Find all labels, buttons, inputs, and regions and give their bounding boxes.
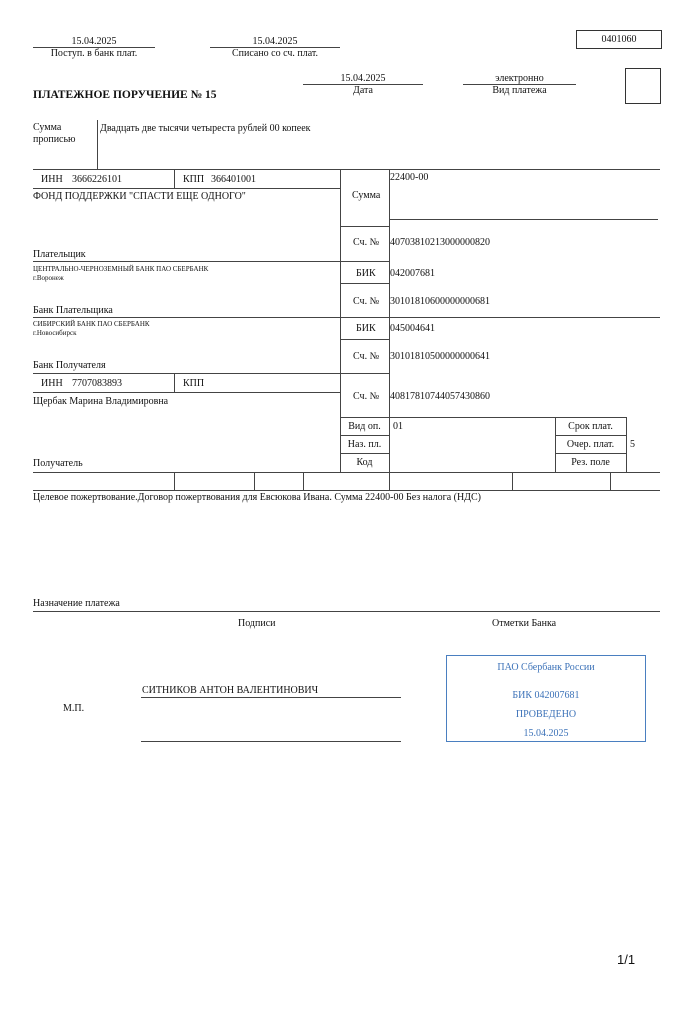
purpose-code-label: Наз. пл. [347,439,382,450]
stamp-date: 15.04.2025 [523,728,569,739]
divider [254,472,255,490]
payee-name: Щербак Марина Владимировна [33,396,169,407]
payer-kpp: 366401001 [211,174,256,185]
signatures-label: Подписи [238,618,276,629]
payee-bik: 045004641 [390,323,435,334]
divider [610,472,611,490]
payment-kind-label: Вид платежа [492,85,547,96]
divider [174,169,175,188]
divider [33,472,660,473]
page-title: ПЛАТЕЖНОЕ ПОРУЧЕНИЕ № 15 [33,89,217,101]
divider [340,417,627,418]
bank-marks-label: Отметки Банка [492,618,557,629]
payee-bank-city: г.Новосибирск [33,329,77,337]
amount-words: Двадцать две тысячи четыреста рублей 00 копеек [100,123,311,134]
received-label: Поступ. в банк плат. [50,48,138,59]
divider [512,472,513,490]
payee-label: Получатель [33,458,83,469]
payer-inn-label: ИНН [41,174,63,185]
payee-bank-account-label: Сч. № [353,351,380,362]
divider [33,392,340,393]
payee-account: 40817810744057430860 [390,391,490,402]
sum-label: Сумма [352,190,381,201]
divider [389,472,390,490]
payee-bik-label: БИК [356,323,376,334]
amount-words-label: Сумма прописью [33,122,76,145]
payer-kpp-label: КПП [183,174,205,185]
divider [389,169,390,472]
received-date: 15.04.2025 [71,36,117,47]
payer-bik: 042007681 [390,268,435,279]
purpose-label: Назначение платежа [33,598,120,609]
payer-bank-account-label: Сч. № [353,296,380,307]
payer-bik-label: БИК [356,268,376,279]
document-date: 15.04.2025 [340,73,386,84]
payer-bank-name: ЦЕНТРАЛЬНО-ЧЕРНОЗЕМНЫЙ БАНК ПАО СБЕРБАНК [33,265,209,273]
op-type: 01 [393,421,403,432]
divider [174,472,175,490]
debited-label: Списано со сч. плат. [231,48,319,59]
stamp-status: ПРОВЕДЕНО [515,709,577,720]
divider [340,226,389,227]
divider [33,373,389,374]
priority: 5 [630,439,635,450]
payee-account-label: Сч. № [353,391,380,402]
divider [340,453,389,454]
divider [33,261,389,262]
divider [555,453,626,454]
payee-inn-label: ИНН [41,378,63,389]
divider [340,283,389,284]
payee-bank-label: Банк Получателя [33,360,106,371]
divider [33,169,660,170]
page-number: 1/1 [617,952,636,967]
payer-inn: 3666226101 [72,174,122,185]
divider [389,219,658,220]
divider [33,317,660,318]
document-date-label: Дата [353,85,373,96]
payer-account-label: Сч. № [353,237,380,248]
divider [303,472,304,490]
stamp-bank: ПАО Сбербанк России [497,662,595,673]
payer-name: ФОНД ПОДДЕРЖКИ "СПАСТИ ЕЩЕ ОДНОГО" [33,191,246,202]
stamp-bik: БИК 042007681 [512,690,580,701]
payee-kpp-label: КПП [183,378,205,389]
payee-bank-name: СИБИРСКИЙ БАНК ПАО СБЕРБАНК [33,320,150,328]
payment-kind: электронно [495,73,544,84]
payee-inn: 7707083893 [72,378,122,389]
payee-bank-account: 30101810500000000641 [390,351,490,362]
divider [340,435,389,436]
payer-account: 40703810213000000820 [390,237,490,248]
payer-bank-city: г.Воронеж [33,274,64,282]
sum-value: 22400-00 [390,172,429,183]
payer-bank-label: Банк Плательщика [33,305,113,316]
bank-stamp [446,655,646,742]
divider [174,373,175,392]
divider [33,188,340,189]
divider [340,339,389,340]
status-box [625,68,661,104]
term-label: Срок плат. [568,421,613,432]
signature-line [141,697,401,698]
seal-label: М.П. [63,703,85,714]
code-label: Код [356,457,373,468]
priority-label: Очер. плат. [566,439,615,450]
signature-line [141,741,401,742]
op-type-label: Вид оп. [348,421,381,432]
divider [33,490,660,491]
form-code: 0401060 [576,30,662,49]
divider [97,120,98,169]
payer-bank-account: 30101810600000000681 [390,296,490,307]
payer-label: Плательщик [33,249,86,260]
divider [33,611,660,612]
reserve-label: Рез. поле [571,457,610,468]
purpose-text: Целевое пожертвование.Договор пожертвования для Евсюкова Ивана. Сумма 22400-00 Без налога (НДС) [33,492,482,503]
divider [626,417,627,472]
signer-name: СИТНИКОВ АНТОН ВАЛЕНТИНОВИЧ [142,685,319,696]
debited-date: 15.04.2025 [252,36,298,47]
divider [555,435,626,436]
